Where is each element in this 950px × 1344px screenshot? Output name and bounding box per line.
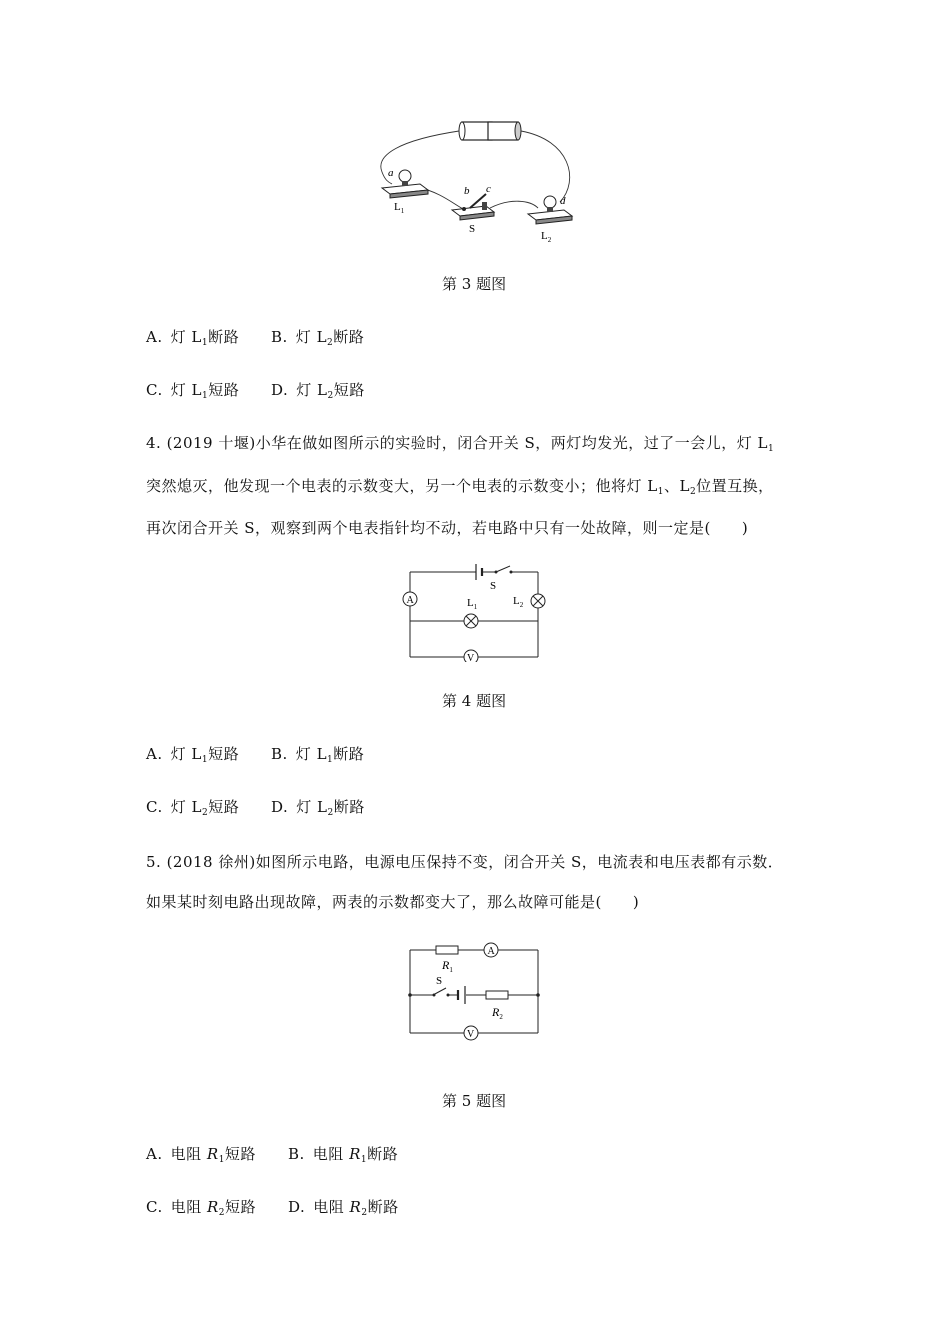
q3-option-c[interactable]: C. 灯 $L_1$短路 (146, 381, 240, 401)
svg-text:V: V (467, 653, 475, 662)
label-s: S (436, 975, 443, 987)
battery-icon (459, 122, 521, 140)
figure-3-caption: 第 3 题图 (442, 275, 507, 293)
label-c: c (486, 183, 491, 195)
label-l1: $L_1$ (394, 201, 405, 215)
q3-options-row-2 (146, 380, 365, 406)
label-s: S (490, 580, 497, 592)
battery-symbol-icon (476, 564, 482, 580)
battery-symbol-icon (458, 986, 465, 1004)
q3-options-row-1 (146, 327, 364, 353)
q5-option-c[interactable]: C. 电阻 $R_2$短路 (146, 1198, 257, 1218)
q3-option-b[interactable]: B. 灯 $L_2$断路 (271, 328, 365, 348)
q5-stem-line-2: 如果某时刻电路出现故障，两表的示数都变大了，那么故障可能是( ) (146, 893, 640, 911)
ammeter-icon (403, 592, 417, 606)
q4-stem-line-1: 4. (2019 十堰)小华在做如图所示的实验时，闭合开关 S，两灯均发光，过了一会儿，灯 $L_1$ (146, 434, 775, 454)
q5-option-d[interactable]: D. 电阻 $R_2$断路 (288, 1198, 399, 1218)
label-a: a (388, 167, 394, 179)
voltmeter-icon (464, 1026, 478, 1040)
q5-options-row-2 (146, 1197, 399, 1223)
label-b: b (464, 185, 470, 197)
q5-option-b[interactable]: B. 电阻 $R_1$断路 (288, 1145, 399, 1165)
resistor-r1-icon (436, 946, 458, 954)
q4-option-a[interactable]: A. 灯 $L_1$短路 (146, 745, 240, 765)
label-l2: $L_2$ (513, 595, 524, 609)
resistor-r2-icon (486, 991, 508, 999)
q3-option-a[interactable]: A. 灯 $L_1$断路 (146, 328, 240, 348)
figure-5-circuit (398, 938, 553, 1043)
q5-options-row-1 (146, 1144, 398, 1170)
q4-option-c[interactable]: C. 灯 $L_2$短路 (146, 798, 240, 818)
label-r1: $R_1$ (442, 958, 453, 974)
figure-3-circuit (370, 110, 590, 250)
q4-option-b[interactable]: B. 灯 $L_1$断路 (271, 745, 365, 765)
label-d: d (560, 195, 566, 207)
label-r2: $R_2$ (492, 1005, 503, 1021)
label-l1: $L_1$ (467, 597, 478, 611)
q5-option-a[interactable]: A. 电阻 $R_1$短路 (146, 1145, 256, 1165)
lamp-l1-symbol-icon (464, 614, 478, 628)
q4-stem-line-2: 突然熄灭，他发现一个电表的示数变大，另一个电表的示数变小；他将灯 $L_1$、$L_2$位置互换， (146, 477, 774, 497)
ammeter-icon (484, 943, 498, 957)
svg-text:V: V (467, 1029, 475, 1040)
figure-4-circuit (398, 560, 553, 662)
q4-option-d[interactable]: D. 灯 $L_2$断路 (271, 798, 365, 818)
q3-option-d[interactable]: D. 灯 $L_2$短路 (271, 381, 365, 401)
label-s: S (469, 223, 476, 235)
svg-text:A: A (487, 946, 495, 957)
svg-text:A: A (406, 595, 414, 606)
label-l2: $L_2$ (541, 230, 552, 244)
q4-options-row-1 (146, 744, 364, 770)
q5-stem-line-1: 5. (2018 徐州)如图所示电路，电源电压保持不变，闭合开关 S，电流表和电压表都有示数． (146, 853, 784, 871)
q4-options-row-2 (146, 797, 365, 823)
figure-4-caption: 第 4 题图 (442, 692, 507, 710)
voltmeter-icon (464, 650, 478, 662)
switch-s-icon (452, 194, 494, 220)
q4-stem-line-3: 再次闭合开关 S，观察到两个电表指针均不动，若电路中只有一处故障，则一定是( ) (146, 519, 749, 537)
figure-5-caption: 第 5 题图 (442, 1092, 507, 1110)
lamp-l2-symbol-icon (531, 594, 545, 608)
